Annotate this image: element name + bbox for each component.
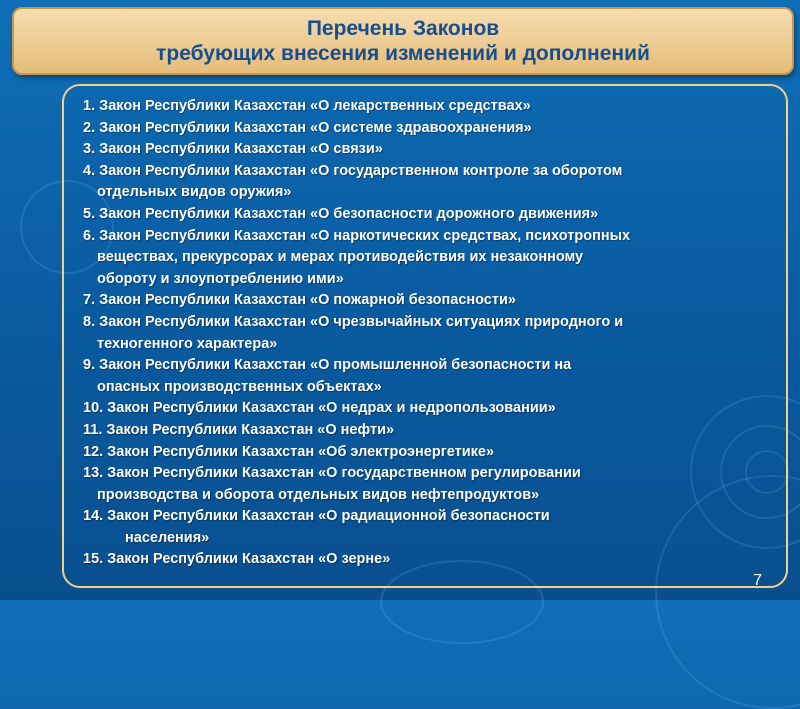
page-number: 7 xyxy=(753,572,762,589)
list-item xyxy=(83,118,773,140)
law-title-continuation: опасных производственных объектах» xyxy=(97,378,382,395)
law-title: 1. Закон Республики Казахстан «О лекарственных средствах» xyxy=(83,98,531,114)
law-title: 14. Закон Республики Казахстан «О радиационной безопасности xyxy=(83,508,550,525)
law-title: 11. Закон Республики Казахстан «О нефти» xyxy=(83,421,395,438)
list-item xyxy=(83,463,773,506)
list-item xyxy=(83,139,773,161)
slide-title-line-1: Перечень Законов xyxy=(306,17,500,40)
law-title: 15. Закон Республики Казахстан «О зерне» xyxy=(83,551,391,568)
law-title: 10. Закон Республики Казахстан «О недрах и недропользовании» xyxy=(83,400,556,417)
list-item xyxy=(83,549,773,571)
law-title: 3. Закон Республики Казахстан «О связи» xyxy=(83,141,383,158)
law-title: 5. Закон Республики Казахстан «О безопасности дорожного движения» xyxy=(83,205,599,222)
law-title: 4. Закон Республики Казахстан «О государственном контроле за оборотом xyxy=(83,162,623,179)
law-title: 2. Закон Республики Казахстан «О системе здравоохранения» xyxy=(83,119,532,136)
law-title-continuation: обороту и злоупотреблению ими» xyxy=(97,270,344,287)
law-title-continuation: техногенного характера» xyxy=(97,335,278,352)
law-title-continuation: производства и оборота отдельных видов нефтепродуктов» xyxy=(97,486,540,503)
law-title: 8. Закон Республики Казахстан «О чрезвычайных ситуациях природного и xyxy=(83,313,624,330)
slide-title-banner xyxy=(12,7,794,75)
list-item xyxy=(83,442,773,464)
list-item xyxy=(83,506,773,549)
list-item xyxy=(83,312,773,355)
list-item xyxy=(83,204,773,226)
law-title-continuation: населения» xyxy=(125,529,210,546)
law-title: 6. Закон Республики Казахстан «О наркотических средствах, психотропных xyxy=(83,227,631,244)
list-item xyxy=(83,290,773,312)
list-item xyxy=(83,96,773,118)
law-title: 13. Закон Республики Казахстан «О государственном регулировании xyxy=(83,465,581,482)
list-item xyxy=(83,161,773,204)
law-title-continuation: веществах, прекурсорах и мерах противодействия их незаконному xyxy=(97,249,584,266)
slide-title-line-2: требующих внесения изменений и дополнений xyxy=(156,42,650,65)
law-title: 12. Закон Республики Казахстан «Об электроэнергетике» xyxy=(83,443,495,460)
law-title: 9. Закон Республики Казахстан «О промышленной безопасности на xyxy=(83,357,572,374)
law-title-continuation: отдельных видов оружия» xyxy=(97,184,292,201)
list-item xyxy=(83,355,773,398)
list-item xyxy=(83,226,773,291)
law-list xyxy=(83,96,773,571)
list-item xyxy=(83,420,773,442)
law-title: 7. Закон Республики Казахстан «О пожарной безопасности» xyxy=(83,292,516,309)
list-item xyxy=(83,398,773,420)
